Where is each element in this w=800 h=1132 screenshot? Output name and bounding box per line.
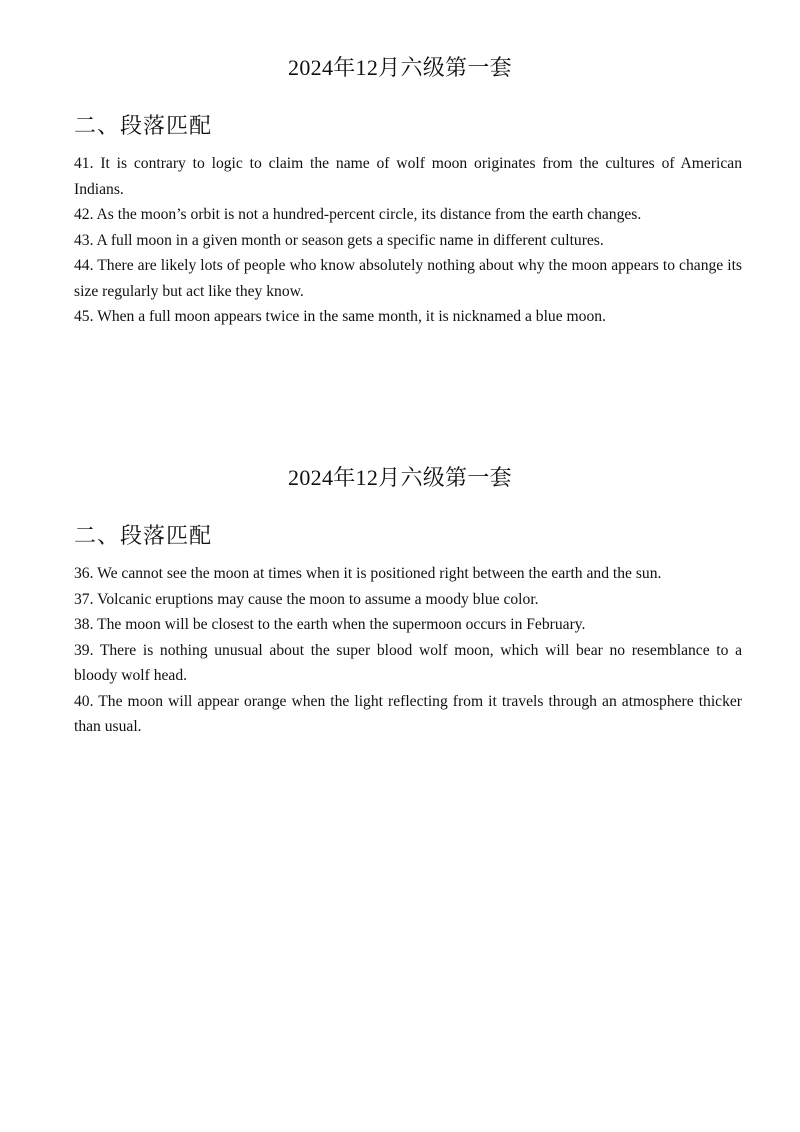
question-item-44: 44. There are likely lots of people who know absolutely nothing about why the moon appears to change its size regularly but act like they know.: [74, 257, 742, 300]
question-item-43: 43. A full moon in a given month or season gets a specific name in different cultures.: [74, 231, 604, 249]
question-item-42: 42. As the moon’s orbit is not a hundred-percent circle, its distance from the earth changes.: [74, 206, 642, 223]
question-item-45: 45. When a full moon appears twice in the same month, it is nicknamed a blue moon.: [74, 308, 606, 325]
question-item-39: 39. There is nothing unusual about the super blood wolf moon, which will bear no resemblance to a bloody wolf head.: [74, 641, 742, 684]
section-heading: 二、段落匹配: [74, 114, 213, 139]
question-list: [0, 561, 800, 740]
document-title: 2024年12月六级第一套: [288, 55, 512, 80]
section-heading: 二、段落匹配: [74, 524, 213, 549]
question-item-41: 41. It is contrary to logic to claim the name of wolf moon originates from the cultures of American Indians.: [74, 155, 742, 198]
section-2: [0, 462, 800, 740]
section-1: [0, 52, 800, 330]
question-item-36: 36. We cannot see the moon at times when it is positioned right between the earth and the sun.: [74, 565, 662, 582]
question-list: [0, 151, 800, 330]
document-title: 2024年12月六级第一套: [288, 465, 512, 490]
question-item-38: 38. The moon will be closest to the earth when the supermoon occurs in February.: [74, 616, 586, 633]
question-item-37: 37. Volcanic eruptions may cause the moon to assume a moody blue color.: [74, 590, 539, 608]
question-item-40: 40. The moon will appear orange when the light reflecting from it travels through an atmosphere thicker than usual.: [74, 692, 742, 735]
